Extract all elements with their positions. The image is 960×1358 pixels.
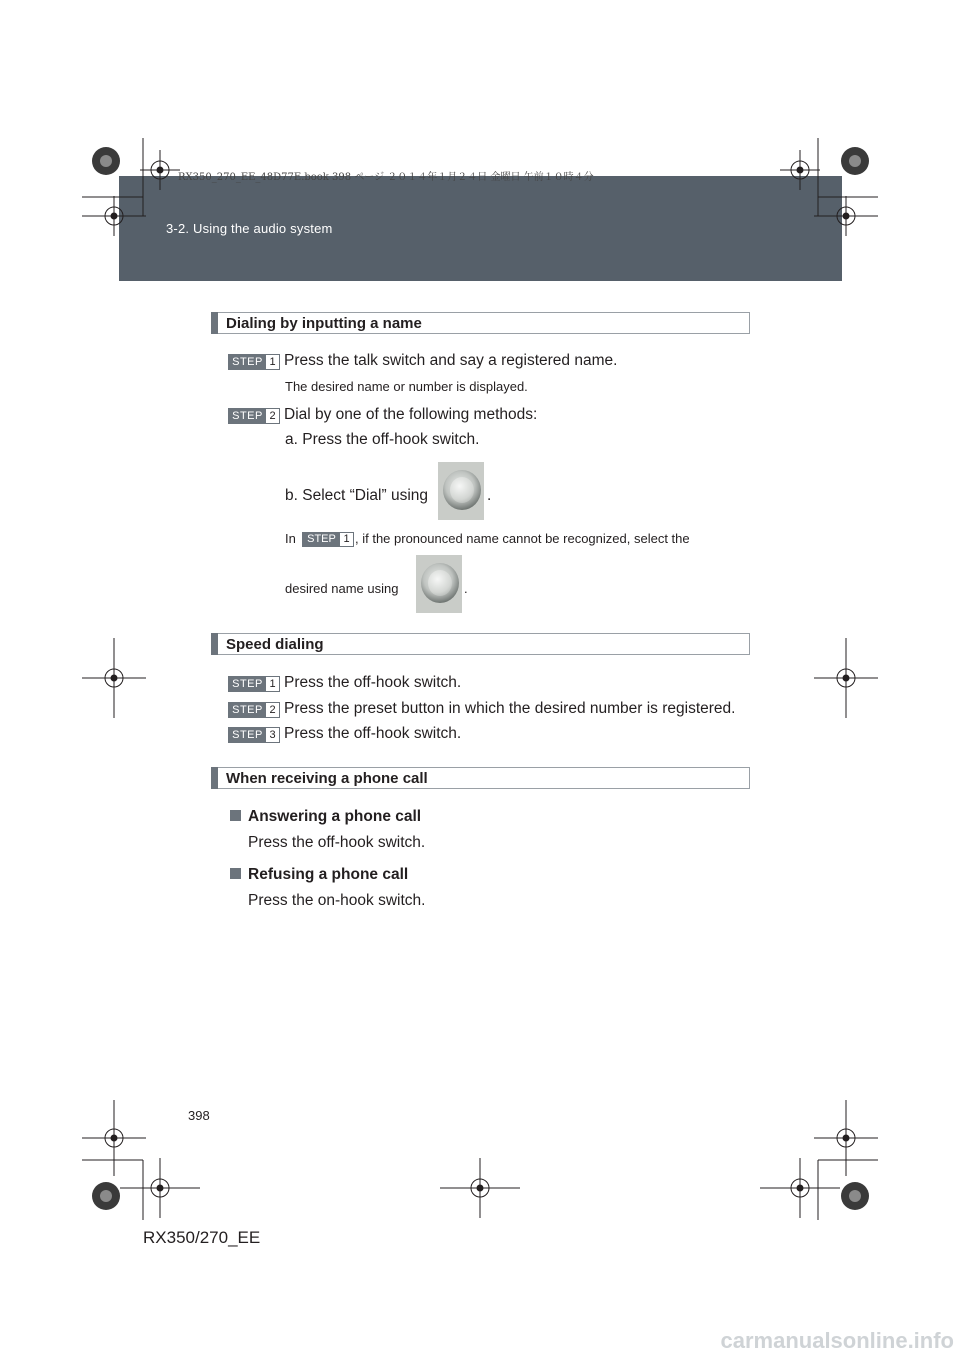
section-header-speed-dialing bbox=[211, 633, 750, 655]
note-rest: , if the pronounced name cannot be recognized, select the bbox=[355, 531, 690, 546]
speed-step-badge-1 bbox=[228, 676, 280, 692]
inline-step-badge-1 bbox=[302, 532, 354, 547]
step-number: 1 bbox=[343, 533, 350, 545]
step-label: STEP bbox=[303, 533, 340, 546]
answer-heading-text: Answering a phone call bbox=[248, 808, 422, 825]
step-label: STEP bbox=[229, 409, 266, 423]
speed-step-badge-2 bbox=[228, 702, 280, 718]
answer-text: Press the off-hook switch. bbox=[248, 834, 426, 851]
audio-control-knob-icon bbox=[416, 555, 462, 613]
page-number: 398 bbox=[188, 1108, 210, 1123]
section-title: Speed dialing bbox=[226, 636, 324, 653]
step-number: 3 bbox=[269, 729, 276, 741]
section-breadcrumb: 3-2. Using the audio system bbox=[166, 221, 333, 236]
audio-control-knob-icon bbox=[438, 462, 484, 520]
speed-step-2-text: Press the preset button in which the desired number is registered. bbox=[284, 700, 736, 717]
square-bullet-icon bbox=[230, 868, 241, 879]
section-header-receiving-call bbox=[211, 767, 750, 789]
step-1-note: The desired name or number is displayed. bbox=[285, 379, 528, 394]
speed-step-3-text: Press the off-hook switch. bbox=[284, 725, 462, 742]
note-line-2: desired name using bbox=[285, 581, 399, 596]
step-1-text: Press the talk switch and say a registered name. bbox=[284, 352, 618, 369]
speed-step-1-text: Press the off-hook switch. bbox=[284, 674, 462, 691]
model-code: RX350/270_EE bbox=[143, 1228, 261, 1247]
step-label: STEP bbox=[229, 677, 266, 691]
step-2-text: Dial by one of the following methods: bbox=[284, 406, 538, 423]
section-header-dialing-by-name bbox=[211, 312, 750, 334]
step-badge-2 bbox=[228, 408, 280, 424]
option-b-text: b. Select “Dial” using bbox=[285, 487, 429, 504]
section-title: When receiving a phone call bbox=[226, 770, 428, 787]
period: . bbox=[487, 487, 492, 504]
step-number: 1 bbox=[269, 678, 276, 690]
answer-heading bbox=[230, 808, 421, 826]
crosshair-targets bbox=[82, 150, 878, 1218]
period: . bbox=[464, 581, 468, 596]
note-prefix: In bbox=[285, 531, 296, 546]
section-title: Dialing by inputting a name bbox=[226, 315, 422, 332]
step-number: 1 bbox=[269, 356, 276, 368]
step-number: 2 bbox=[269, 410, 276, 422]
watermark-text: carmanualsonline.info bbox=[720, 1328, 954, 1353]
print-info-line: RX350_270_EE_48D77E.book 398 ページ ２０１４年１月２４日 金曜日 午前１０時４分 bbox=[178, 172, 594, 183]
watermark bbox=[560, 1322, 960, 1358]
step-label: STEP bbox=[229, 355, 266, 369]
step-number: 2 bbox=[269, 704, 276, 716]
refuse-text: Press the on-hook switch. bbox=[248, 892, 426, 909]
refuse-heading-text: Refusing a phone call bbox=[248, 866, 409, 883]
speed-step-badge-3 bbox=[228, 727, 280, 743]
step-label: STEP bbox=[229, 728, 266, 742]
refuse-heading bbox=[230, 866, 408, 884]
step-badge-1 bbox=[228, 354, 280, 370]
starburst-marks bbox=[92, 147, 869, 1210]
option-a-text: a. Press the off-hook switch. bbox=[285, 431, 480, 448]
step-label: STEP bbox=[229, 703, 266, 717]
square-bullet-icon bbox=[230, 810, 241, 821]
